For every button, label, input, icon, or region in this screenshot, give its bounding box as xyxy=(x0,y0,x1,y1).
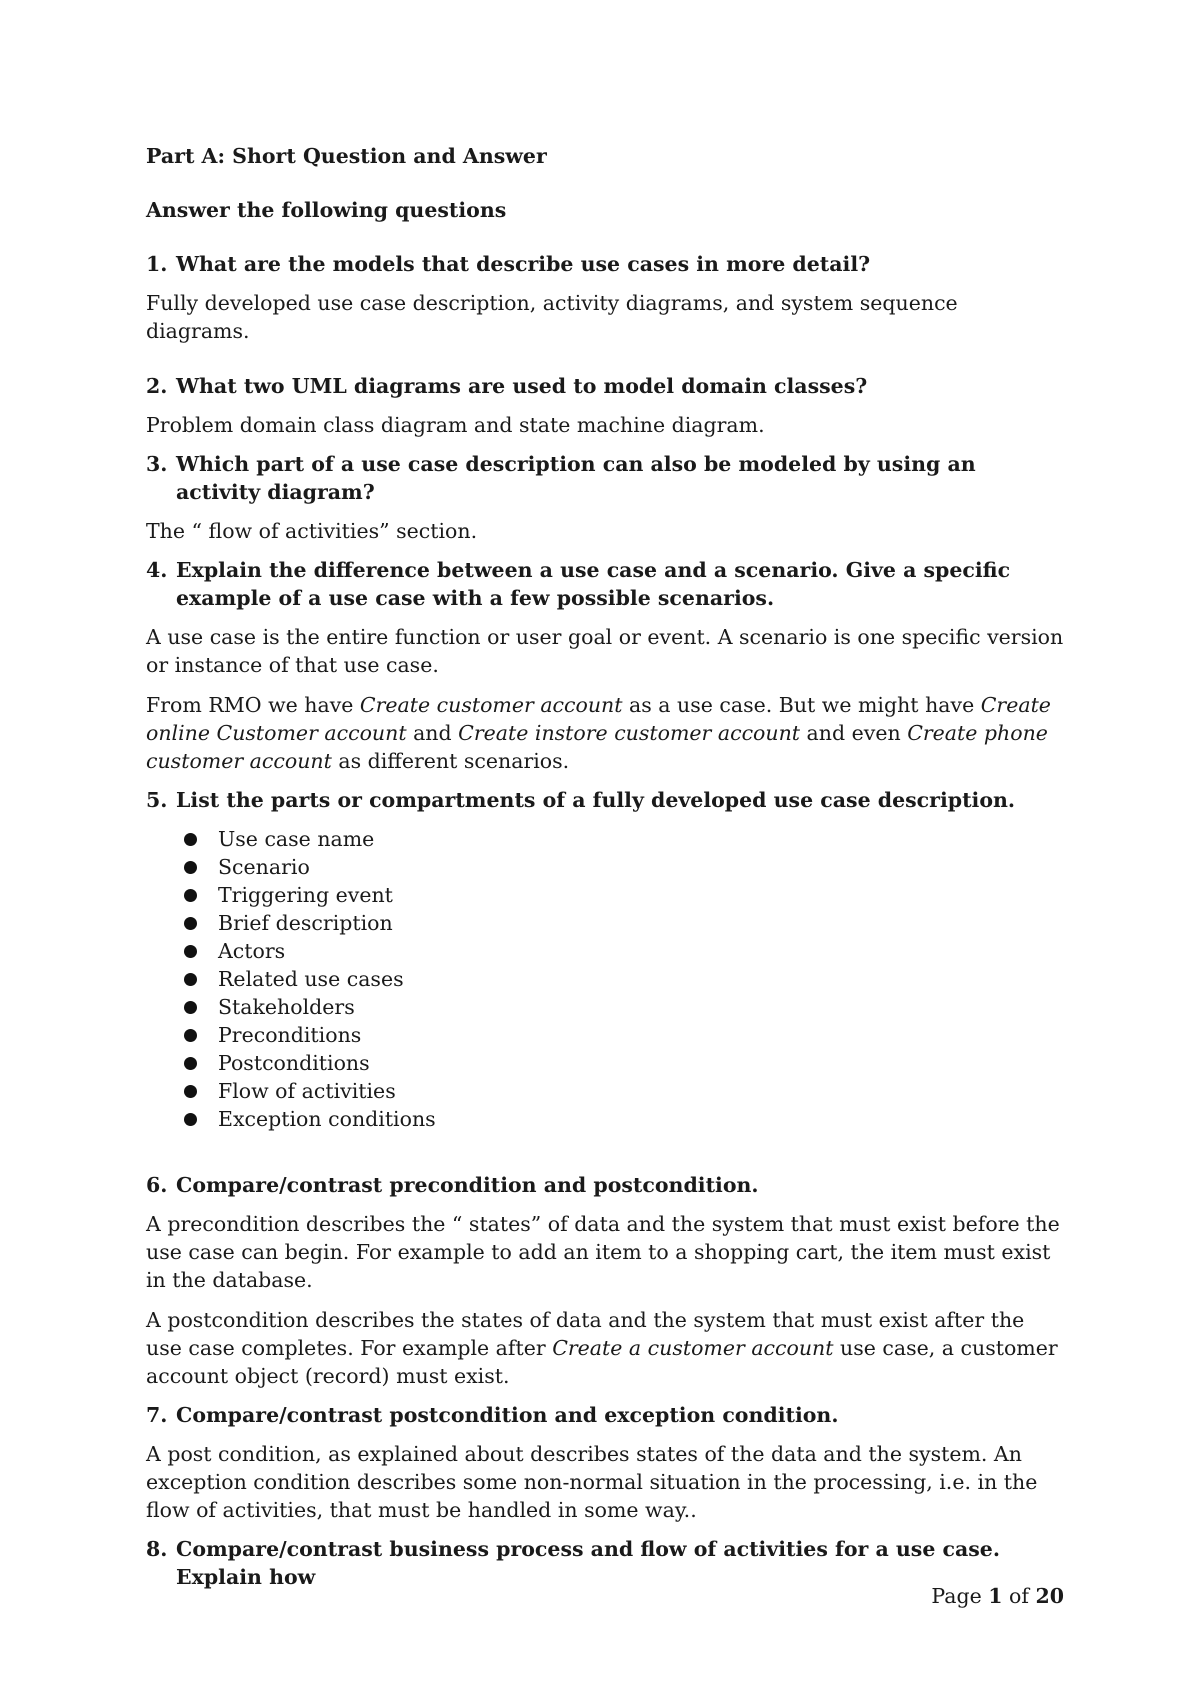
italic-term: Create customer account xyxy=(359,693,623,717)
question-text: What two UML diagrams are used to model domain classes? xyxy=(176,374,868,398)
bullet-icon xyxy=(184,833,197,846)
list-item xyxy=(184,909,1066,937)
question-3 xyxy=(146,450,1066,545)
bullet-icon xyxy=(184,1113,197,1126)
question-heading xyxy=(146,372,1066,400)
question-number: 8. xyxy=(146,1537,168,1561)
question-number: 5. xyxy=(146,788,168,812)
list-item-text: Stakeholders xyxy=(218,995,355,1019)
list-item xyxy=(184,1021,1066,1049)
italic-term: Create instore customer account xyxy=(458,721,801,745)
question-heading xyxy=(146,1401,1066,1429)
bullet-icon xyxy=(184,945,197,958)
bullet-icon xyxy=(184,1057,197,1070)
question-4 xyxy=(146,556,1066,775)
text-run: and xyxy=(406,721,459,745)
text-run: From RMO we have xyxy=(146,693,360,717)
page-label: Page xyxy=(931,1584,989,1608)
page-number-footer xyxy=(931,1582,1064,1610)
list-item-text: Triggering event xyxy=(218,883,393,907)
answer-example xyxy=(146,1306,1066,1390)
question-heading xyxy=(146,1171,1066,1199)
question-number: 2. xyxy=(146,374,168,398)
bullet-icon xyxy=(184,889,197,902)
question-1 xyxy=(146,250,1066,345)
bullet-list xyxy=(184,825,1066,1133)
list-item xyxy=(184,937,1066,965)
italic-term: Create a customer account xyxy=(552,1336,834,1360)
text-run: and even xyxy=(800,721,908,745)
text-run: as a use case. But we might have xyxy=(622,693,981,717)
question-text: List the parts or compartments of a fully developed use case description. xyxy=(176,788,1016,812)
question-heading xyxy=(146,450,1066,506)
current-page: 1 xyxy=(988,1584,1003,1608)
question-heading xyxy=(146,556,1066,612)
question-text: Compare/contrast precondition and postcondition. xyxy=(176,1173,759,1197)
list-item xyxy=(184,1077,1066,1105)
page-content xyxy=(146,143,1066,1591)
italic-term: Create online Customer account xyxy=(146,693,1051,745)
answer-example xyxy=(146,691,1066,775)
text-run: as different scenarios. xyxy=(331,749,570,773)
question-heading xyxy=(146,786,1066,814)
bullet-icon xyxy=(184,973,197,986)
answer-text: A post condition, as explained about describes states of the data and the system. An exception condition describes some non-normal situation in the processing, i.e. in the flow of activities, that must be handled in some way.. xyxy=(146,1442,1038,1522)
question-number: 3. xyxy=(146,452,168,476)
question-text: Which part of a use case description can also be modeled by using an activity diagram? xyxy=(176,452,976,504)
italic-term: Create phone customer account xyxy=(146,721,1048,773)
list-item xyxy=(184,965,1066,993)
question-text: Compare/contrast postcondition and exception condition. xyxy=(176,1403,839,1427)
list-item xyxy=(184,825,1066,853)
question-number: 4. xyxy=(146,558,168,582)
section-title: Part A: Short Question and Answer xyxy=(146,144,547,168)
question-8 xyxy=(146,1535,1066,1591)
list-item-text: Exception conditions xyxy=(218,1107,436,1131)
question-number: 7. xyxy=(146,1403,168,1427)
question-heading xyxy=(146,250,1066,278)
question-number: 1. xyxy=(146,252,168,276)
question-2 xyxy=(146,372,1066,439)
instructions: Answer the following questions xyxy=(146,198,507,222)
list-item-text: Related use cases xyxy=(218,967,404,991)
list-item-text: Scenario xyxy=(218,855,310,879)
text-run: A postcondition describes the states of data and the system that must exist after the use case completes. For example after xyxy=(146,1308,1025,1360)
text-run: use case, a customer account object (record) must exist. xyxy=(146,1336,1058,1388)
page-separator: of xyxy=(1002,1584,1036,1608)
question-7 xyxy=(146,1401,1066,1524)
question-6 xyxy=(146,1171,1066,1390)
bullet-icon xyxy=(184,1085,197,1098)
question-text: Explain the difference between a use case and a scenario. Give a specific example of a use case with a few possible scenarios. xyxy=(176,558,1011,610)
question-5 xyxy=(146,786,1066,1133)
list-item-text: Actors xyxy=(218,939,286,963)
list-item xyxy=(184,881,1066,909)
list-item xyxy=(184,1049,1066,1077)
answer-text: A use case is the entire function or user goal or event. A scenario is one specific version or instance of that use case. xyxy=(146,625,1064,677)
list-item-text: Use case name xyxy=(218,827,375,851)
question-text: Compare/contrast business process and flow of activities for a use case. Explain how xyxy=(176,1537,1000,1589)
answer-text: Problem domain class diagram and state machine diagram. xyxy=(146,413,765,437)
bullet-icon xyxy=(184,861,197,874)
question-heading xyxy=(146,1535,1066,1591)
bullet-icon xyxy=(184,1029,197,1042)
answer-text: A precondition describes the “ states” of data and the system that must exist before the use case can begin. For example to add an item to a shopping cart, the item must exist in the database. xyxy=(146,1212,1060,1292)
list-item-text: Flow of activities xyxy=(218,1079,396,1103)
bullet-icon xyxy=(184,917,197,930)
list-item-text: Preconditions xyxy=(218,1023,362,1047)
list-item xyxy=(184,993,1066,1021)
list-item xyxy=(184,1105,1066,1133)
total-pages: 20 xyxy=(1035,1584,1064,1608)
list-item-text: Brief description xyxy=(218,911,393,935)
list-item xyxy=(184,853,1066,881)
answer-text: Fully developed use case description, activity diagrams, and system sequence diagrams. xyxy=(146,291,958,343)
question-text: What are the models that describe use cases in more detail? xyxy=(176,252,871,276)
answer-text: The “ flow of activities” section. xyxy=(146,519,478,543)
question-number: 6. xyxy=(146,1173,168,1197)
bullet-icon xyxy=(184,1001,197,1014)
list-item-text: Postconditions xyxy=(218,1051,370,1075)
